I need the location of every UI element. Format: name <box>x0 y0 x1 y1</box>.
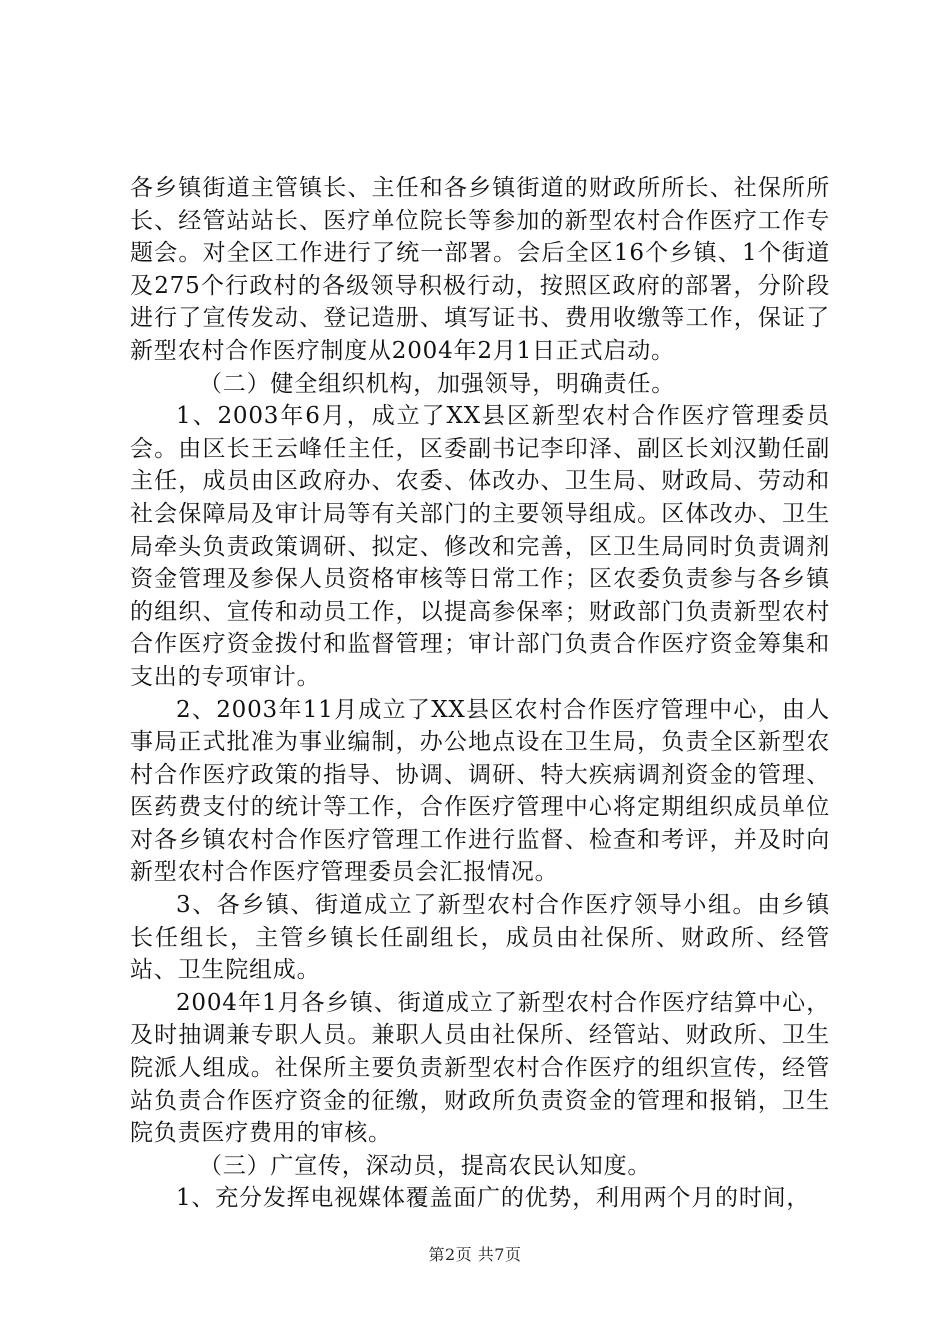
paragraph-settlement-center: 2004年1月各乡镇、街道成立了新型农村合作医疗结算中心，及时抽调兼专职人员。兼职人员由社保所、经管站、财政所、卫生院派人组成。社保所主要负责新型农村合作医疗的组织宣传，经管站负责合作医疗资金的征缴，财政所负责资金的管理和报销，卫生院负责医疗费用的审核。 <box>130 989 830 1147</box>
section-heading-3: （三）广宣传，深动员，提高农民认知度。 <box>199 1152 652 1179</box>
paragraph-item-3-1: 1、充分发挥电视媒体覆盖面广的优势，利用两个月的时间， <box>176 1185 811 1212</box>
paragraph-item-2: 2、2003年11月成立了XX县区农村合作医疗管理中心，由人事局正式批准为事业编制，办公地点设在卫生局，负责全区新型农村合作医疗政策的指导、协调、调研、特大疾病调剂资金的管理、医药费支付的统计等工作，合作医疗管理中心将定期组织成员单位对各乡镇农村合作医疗管理工作进行监督、检查和考评，并及时向新型农村合作医疗管理委员会汇报情况。 <box>130 696 830 886</box>
section-heading-2: （二）健全组织机构，加强领导，明确责任。 <box>199 370 675 397</box>
paragraph-continuation: 各乡镇街道主管镇长、主任和各乡镇街道的财政所所长、社保所所长、经管站站长、医疗单位院长等参加的新型农村合作医疗工作专题会。对全区工作进行了统一部署。会后全区16个乡镇、1个街道及275个行政村的各级领导积极行动，按照区政府的部署，分阶段进行了宣传发动、登记造册、填写证书、费用收缴等工作，保证了新型农村合作医疗制度从2004年2月1日正式启动。 <box>130 175 830 364</box>
document-body <box>130 172 830 1215</box>
page-footer <box>0 1242 950 1265</box>
paragraph-item-3: 3、各乡镇、街道成立了新型农村合作医疗领导小组。由乡镇长任组长，主管乡镇长任副组长，成员由社保所、财政所、经管站、卫生院组成。 <box>130 892 830 984</box>
page-number-label: 第2页 共7页 <box>428 1245 522 1264</box>
paragraph-item-1: 1、2003年6月，成立了XX县区新型农村合作医疗管理委员会。由区长王云峰任主任，区委副书记李印泽、副区长刘汉勤任副主任，成员由区政府办、农委、体改办、卫生局、财政局、劳动和社会保障局及审计局等有关部门的主要领导组成。区体改办、卫生局牵头负责政策调研、拟定、修改和完善，区卫生局同时负责调剂资金管理及参保人员资格审核等日常工作；区农委负责参与各乡镇的组织、宣传和动员工作，以提高参保率；财政部门负责新型农村合作医疗资金拨付和监督管理；审计部门负责合作医疗资金筹集和支出的专项审计。 <box>130 403 830 690</box>
